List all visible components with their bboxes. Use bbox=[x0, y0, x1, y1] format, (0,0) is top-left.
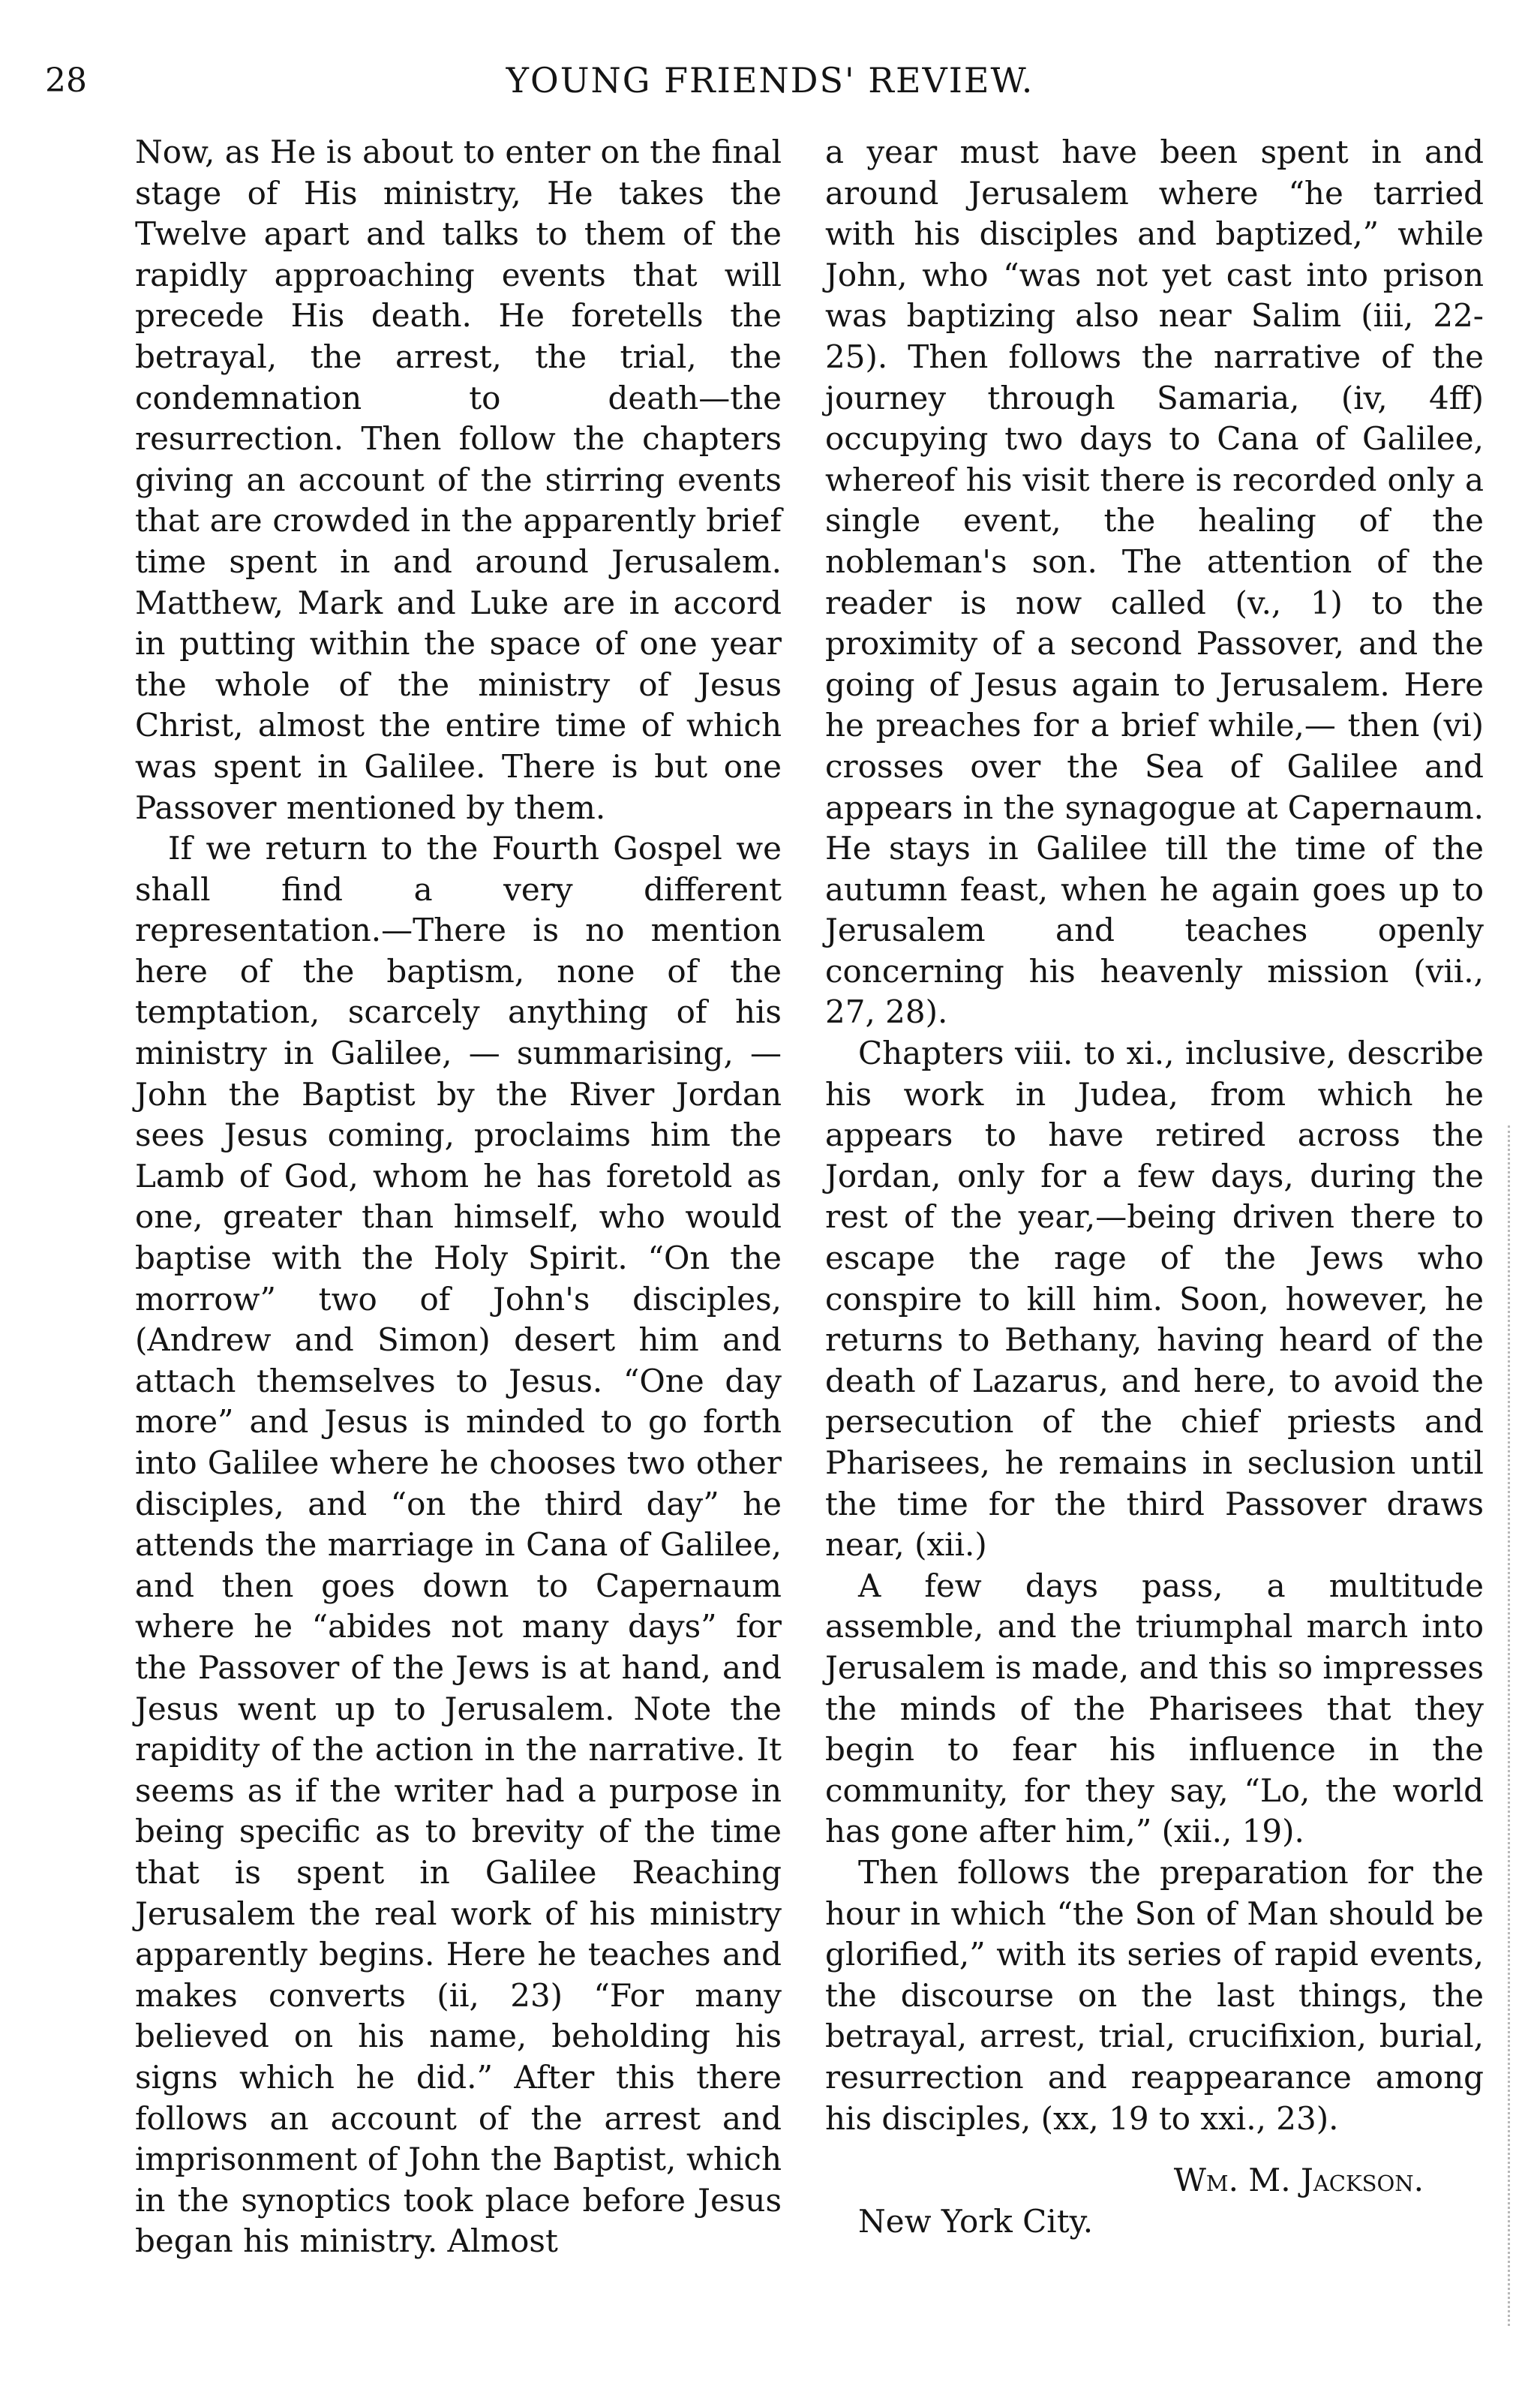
author-signature: Wm. M. Jackson. bbox=[1173, 2162, 1424, 2199]
paragraph: If we return to the Fourth Gospel we shall find a very different representation.—There is no mention here of the baptism, none of the temptation, scarcely anything of his ministry in Galilee, — summarising, — John the Baptist by the River Jordan sees Jesus coming, proclaims him the Lamb of God, whom he has foretold as one, greater than himself, who would baptise with the Holy Spirit. “On the morrow” two of John's disciples, (Andrew and Simon) desert him and attach themselves to Jesus. “One day more” and Jesus is minded to go forth into Galilee where he chooses two other disciples, and “on the third day” he attends the marriage in Cana of Galilee, and then goes down to Capernaum where he “abides not many days” for the Passover of the Jews is at hand, and Jesus went up to Jerusalem. Note the rapidity of the action in the narrative. It seems as if the writer had a purpose in being specific as to brevity of the time that is spent in Galilee Reaching Jerusalem the real work of his ministry apparently begins. Here he teaches and makes converts (ii, 23) “For many believed on his name, beholding his signs which he did.” After this there follows an account of the arrest and imprisonment of John the Baptist, which in the synoptics took place before Jesus began his ministry. Almost bbox=[135, 830, 782, 2260]
running-title: YOUNG FRIENDS' REVIEW. bbox=[506, 60, 1034, 101]
paragraph: Now, as He is about to enter on the final stage of His ministry, He takes the Twelve apart and talks to them of the rapidly approaching events that will precede His death. He foretells the betrayal, the arrest, the trial, the condemnation to death—the resurrection. Then follow the chapters giving an account of the stirring events that are crowded in the apparently brief time spent in and around Jerusalem. Matthew, Mark and Luke are in accord in putting within the space of one year the whole of the ministry of Jesus Christ, almost the entire time of which was spent in Galilee. There is but one Passover mentioned by them. bbox=[135, 134, 782, 826]
page-edge-marks bbox=[1478, 1125, 1510, 2326]
author-location: New York City. bbox=[858, 2202, 1094, 2240]
paragraph: Chapters viii. to xi., inclusive, describe his work in Judea, from which he appears to have retired across the Jordan, only for a few days, during the rest of the year,—being driven there to escape the rage of the Jews who conspire to kill him. Soon, however, he returns to Bethany, having heard of the death of Lazarus, and here, to avoid the persecution of the chief priests and Pharisees, he remains in seclusion until the time for the third Passover draws near, (xii.) bbox=[825, 1035, 1484, 1564]
left-column bbox=[135, 132, 782, 2262]
paragraph: a year must have been spent in and around Jerusalem where “he tarried with his disciples and baptized,” while John, who “was not yet cast into prison was baptizing also near Salim (iii, 22-25). Then follows the narrative of the journey through Samaria, (iv, 4ff) occupying two days to Cana of Galilee, whereof his visit there is recorded only a single event, the healing of the nobleman's son. The attention of the reader is now called (v., 1) to the proximity of a second Passover, and the going of Jesus again to Jerusalem. Here he preaches for a brief while,— then (vi) crosses over the Sea of Galilee and appears in the synagogue at Capernaum. He stays in Galilee till the time of the autumn feast, when he again goes up to Jerusalem and teaches openly concerning his heavenly mission (vii., 27, 28). bbox=[825, 134, 1484, 1031]
paragraph: Then follows the preparation for the hour in which “the Son of Man should be glorified,” with its series of rapid events, the discourse on the last things, the betrayal, arrest, trial, crucifixion, burial, resurrection and reappearance among his disciples, (xx, 19 to xxi., 23). bbox=[825, 1853, 1484, 2137]
right-column bbox=[825, 132, 1484, 2242]
page-number: 28 bbox=[45, 62, 87, 100]
paragraph: A few days pass, a multitude assemble, and the triumphal march into Jerusalem is made, and this so impresses the minds of the Pharisees that they begin to fear his influence in the community, for they say, “Lo, the world has gone after him,” (xii., 19). bbox=[825, 1567, 1484, 1850]
